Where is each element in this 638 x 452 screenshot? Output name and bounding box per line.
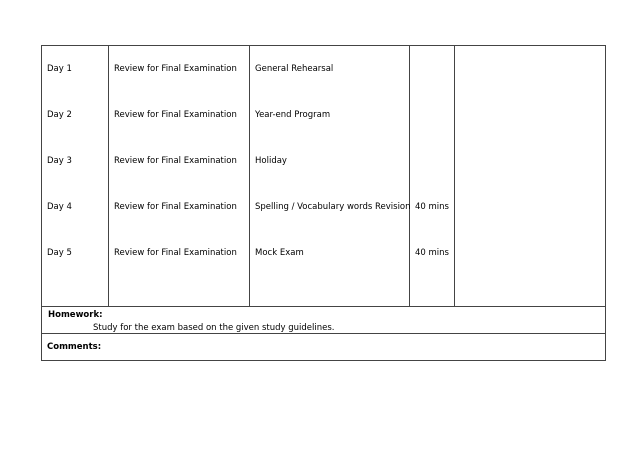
topic-text: Review for Final Examination <box>114 156 237 166</box>
notes-cell <box>455 184 606 230</box>
homework-row <box>42 307 606 334</box>
activity-cell <box>250 46 410 93</box>
duration-cell <box>410 230 455 276</box>
duration-cell <box>410 46 455 93</box>
day-cell <box>42 92 109 138</box>
day-label: Day 5 <box>47 248 72 258</box>
topic-text: Review for Final Examination <box>114 202 237 212</box>
activity-text: General Rehearsal <box>255 64 334 74</box>
homework-text: Study for the exam based on the given study guidelines. <box>93 323 335 333</box>
notes-cell <box>455 92 606 138</box>
day-label: Day 4 <box>47 202 72 212</box>
duration-cell <box>410 184 455 230</box>
topic-text: Review for Final Examination <box>114 64 237 74</box>
activity-cell <box>250 184 410 230</box>
topic-cell <box>109 230 250 276</box>
schedule-row-day-1 <box>42 46 606 93</box>
comments-label: Comments: <box>47 342 102 352</box>
day-label: Day 1 <box>47 64 72 74</box>
topic-cell <box>109 92 250 138</box>
day-cell <box>42 46 109 93</box>
activity-text: Year-end Program <box>255 110 331 120</box>
topic-text: Review for Final Examination <box>114 110 237 120</box>
schedule-row-day-2 <box>42 92 606 138</box>
day-label: Day 2 <box>47 110 72 120</box>
notes-cell <box>455 230 606 276</box>
notes-cell <box>455 46 606 93</box>
activity-text: Mock Exam <box>255 248 304 258</box>
activity-cell <box>250 92 410 138</box>
schedule-row-day-3 <box>42 138 606 184</box>
duration-cell <box>410 92 455 138</box>
activity-cell <box>250 230 410 276</box>
comments-cell <box>42 334 606 361</box>
notes-cell <box>455 138 606 184</box>
topic-cell <box>109 46 250 93</box>
day-label: Day 3 <box>47 156 72 166</box>
day-cell <box>42 184 109 230</box>
duration-text: 40 mins <box>415 248 449 258</box>
day-cell <box>42 230 109 276</box>
duration-cell <box>410 138 455 184</box>
schedule-row-day-4 <box>42 184 606 230</box>
schedule-spacer-row <box>42 276 606 307</box>
homework-label: Homework: <box>48 310 103 320</box>
activity-text: Spelling / Vocabulary words Revision <box>255 202 411 212</box>
lesson-schedule-table <box>41 45 606 361</box>
topic-cell <box>109 138 250 184</box>
topic-text: Review for Final Examination <box>114 248 237 258</box>
activity-text: Holiday <box>255 156 287 166</box>
homework-cell <box>42 307 606 334</box>
comments-row <box>42 334 606 361</box>
duration-text: 40 mins <box>415 202 449 212</box>
day-cell <box>42 138 109 184</box>
topic-cell <box>109 184 250 230</box>
activity-cell <box>250 138 410 184</box>
schedule-row-day-5 <box>42 230 606 276</box>
